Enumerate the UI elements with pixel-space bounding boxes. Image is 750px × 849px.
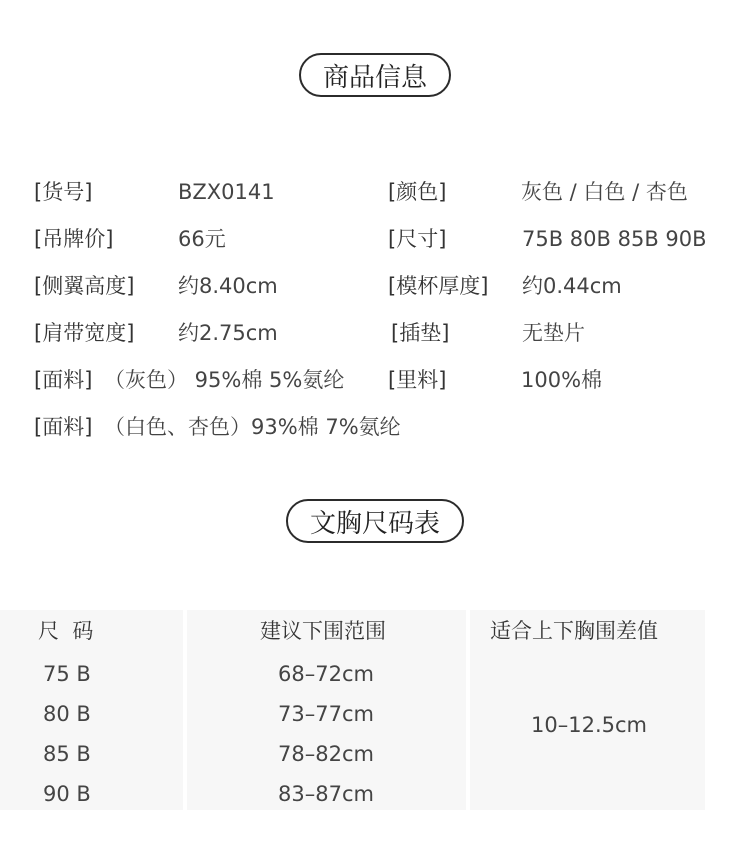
lining-value: 100%棉 bbox=[521, 368, 603, 392]
lining-label: [里料] bbox=[388, 368, 447, 392]
tag-price-label: [吊牌价] bbox=[34, 227, 114, 251]
pad-label: [插垫] bbox=[391, 321, 450, 345]
fabric-value: （灰色） 95%棉 5%氨纶 bbox=[104, 368, 345, 392]
table-row-size: 85 B bbox=[43, 742, 91, 766]
fabric-value-2: （白色、杏色）93%棉 7%氨纶 bbox=[104, 415, 401, 439]
header-range: 建议下围范围 bbox=[260, 619, 386, 643]
table-row-range: 83–87cm bbox=[278, 782, 374, 806]
table-row-range: 78–82cm bbox=[278, 742, 374, 766]
strap-width-label: [肩带宽度] bbox=[34, 321, 135, 345]
tag-price-value: 66元 bbox=[178, 227, 226, 251]
strap-width-value: 约2.75cm bbox=[178, 321, 278, 345]
size-value: 75B 80B 85B 90B bbox=[522, 227, 707, 251]
item-no-label: [货号] bbox=[34, 180, 93, 204]
section-title-text: 文胸尺码表 bbox=[309, 508, 441, 539]
wing-height-value: 约8.40cm bbox=[178, 274, 278, 298]
pad-value: 无垫片 bbox=[522, 321, 585, 345]
fabric-label: [面料] bbox=[34, 368, 93, 392]
color-value: 灰色 / 白色 / 杏色 bbox=[521, 180, 688, 204]
table-row-size: 90 B bbox=[43, 782, 91, 806]
fabric-label-2: [面料] bbox=[34, 415, 93, 439]
table-row-range: 68–72cm bbox=[278, 662, 374, 686]
section-title-size-chart bbox=[286, 499, 464, 543]
table-row-size: 75 B bbox=[43, 662, 91, 686]
table-row-size: 80 B bbox=[43, 702, 91, 726]
item-no-value: BZX0141 bbox=[178, 180, 275, 204]
size-table bbox=[0, 610, 705, 810]
section-title-text: 商品信息 bbox=[322, 62, 428, 93]
header-size: 尺 码 bbox=[38, 619, 94, 643]
table-row-range: 73–77cm bbox=[278, 702, 374, 726]
cup-thickness-value: 约0.44cm bbox=[522, 274, 622, 298]
wing-height-label: [侧翼高度] bbox=[34, 274, 135, 298]
cup-thickness-label: [模杯厚度] bbox=[388, 274, 489, 298]
size-label: [尺寸] bbox=[388, 227, 447, 251]
header-difference: 适合上下胸围差值 bbox=[490, 619, 658, 643]
color-label: [颜色] bbox=[388, 180, 447, 204]
difference-value: 10–12.5cm bbox=[531, 713, 647, 737]
